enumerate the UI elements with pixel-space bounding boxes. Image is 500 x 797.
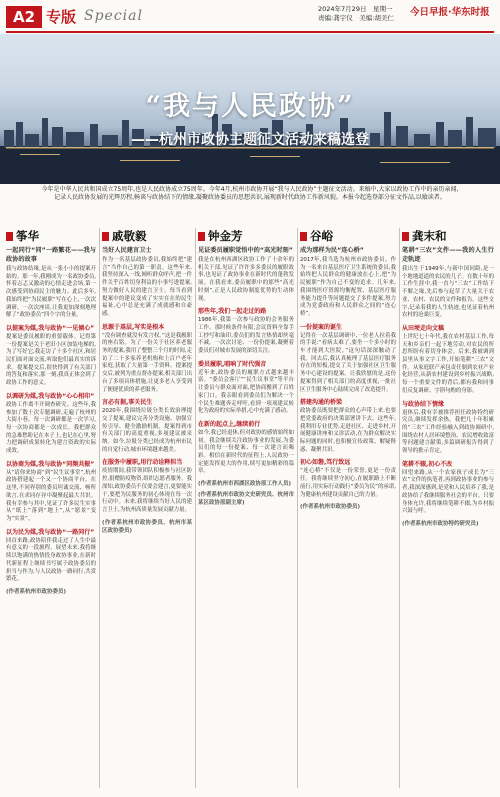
- article-paragraph: 上世纪七十年代,我在农村基层工作,每天和乡亲们一起下地劳动,对农民的所思所盼有着切身体会。后来,我被调到县里从事文字工作,开始笔耕“三农”文件。从家庭联产承包责任制到农业产业化经营,从新农村建设到乡村振兴战略,每一个重要文件的背后,都有我和同事们反复调研、字斟句酌的身影。: [402, 333, 494, 394]
- issue-date: 2024年7月29日 星期一: [318, 5, 393, 13]
- article-column-5: [402, 226, 494, 786]
- author-name: 戚敬毅: [112, 229, 147, 243]
- title-marker-icon: [300, 232, 307, 241]
- hero-photo: [0, 34, 500, 184]
- article-subtitle: 见证委员履职觉悟中的“高光时刻”: [198, 247, 293, 254]
- article-paragraph: 记得在一次基层调研中,一位老人拉着我的手说:“看病太难了,要坐一个多小时的车才能到大医院。”这句话深深触动了我。回去后,我认真梳理了基层医疗服务存在的短板,提交了关于加强社区卫生服务中心建设的提案。让我欣慰的是,这份提案得到了相关部门的高度重视,一批社区卫生服务中心陆续完成了改造提升。: [300, 332, 396, 393]
- article-paragraph: 如今,我已经退休,但对政协的感情始终如初。我会继续关注政协事业的发展,为委员们的每一份提案、每一次建言而喝彩。相信在新时代的征程上,人民政协一定能发挥更大的作用,续写更加精彩的篇章。: [198, 429, 294, 475]
- header-rule: [6, 31, 494, 33]
- article-subtitle: 当好人民建言卫士: [102, 247, 152, 254]
- article-paragraph: 近年来,政协委员的履职方式越来越丰富。“委员会客厅”“民生议事堂”等平台让委员与群众面对面,把协商搬到了百姓家门口。我亲眼看到委员们为解决一个个民生难题奔走呼吁,看到一项项建议转化为政府的实际举措,心中充满了感动。: [198, 369, 294, 415]
- article-paragraph: 回首来路,政协陪伴我走过了人生中最有意义的一段旅程。展望未来,我将继续以饱满的热情投身政协事业,在新时代新征程上继续书写属于政协委员的担当与作为,与人民政协一路同行,共赏繁花。: [6, 537, 96, 583]
- section-heading: 以为民为媒,我与政协“一路同行”: [6, 528, 95, 536]
- author-note: (作者系杭州市政协特约研究员): [402, 520, 479, 527]
- title-marker-icon: [402, 232, 409, 241]
- author-name: 筝华: [16, 229, 39, 243]
- issue-info: [318, 5, 394, 23]
- article-author-title: [402, 228, 494, 244]
- author-note: (作者系杭州市政协委员、杭州市某区政协委员): [102, 519, 192, 534]
- author-name: 钟金芳: [208, 229, 243, 243]
- article-paragraph: 提案是委员履职的重要载体。记得第一份提案是关于老旧小区加装电梯的,为了写好它,我走访了十多个社区,和居民们面对面交流,听取他们最真实的诉求。提案提交后,很快得到了有关部门的答复和落实,那一刻,我真正体会到了政协工作的意义。: [6, 333, 96, 387]
- section-heading: 那些年,我们一起走过的路: [198, 308, 267, 316]
- article-paragraph: 2020年,我围绕垃圾分类长效治理提交了提案,建议完善分类设施、加强宣传引导、健全激励机制。提案得到市有关部门的高度重视,多项建议被采纳。如今,垃圾分类已经成为杭州市民的自觉行动,城市环境越来越美。: [102, 408, 192, 453]
- author-name: 龚末和: [412, 229, 447, 243]
- sub-headline: ——杭州市政协主题征文活动来稿选登: [131, 132, 369, 148]
- article-column-1: [6, 226, 96, 786]
- section-heading: 言必有据,事关民生: [102, 399, 153, 407]
- column-divider: [99, 228, 100, 788]
- section-heading: 与政协结下情缘: [402, 400, 445, 408]
- footer-note: (作者系杭州市政协文史研究员、杭州市某区政协原副主席): [198, 492, 294, 507]
- section-title: 专版: [46, 8, 77, 26]
- article-paragraph: “连心桥”不仅是一份荣誉,更是一份责任。我将继续坚守初心,在履职路上不断前行,用实际行动践行“委员为民”的承诺,为健康杭州建设贡献自己的力量。: [300, 468, 396, 498]
- article-paragraph: “没有调查就没有发言权。”这是我履职的座右铭。为了一份关于社区养老服务的提案,我用了整整三个月的时间,走访了二十多家养老机构和上百户老年家庭,获取了大量第一手资料。提案提交后,被列为重点督办提案,相关部门出台了多项具体措施,让更多老人享受到了便捷优质的养老服务。: [102, 332, 192, 393]
- section-heading: 委员履职,唱响了时代强音: [198, 360, 267, 368]
- article-paragraph: 回望来路,从一个农家孩子成长为“三农”文件的执笔者,再到政协事业的参与者,我深深感到,是党和人民培养了我,是政协给了我继续服务社会的平台。只要身体允许,我将继续笔耕不辍,为乡村振兴鼓与呼。: [402, 469, 494, 515]
- section-title-en: Special: [84, 8, 143, 24]
- article-author-title: [6, 228, 96, 244]
- article-subtitle: 笔耕“三农”文件——我的人生行走轨迹: [402, 247, 494, 263]
- title-marker-icon: [102, 232, 109, 241]
- article-paragraph: 退休后,我有幸被推荐担任政协特约研究员,继续发挥余热。我把几十年积累的“三农”工作经验融入到政协调研中,围绕农村人居环境整治、农民增收致富等问题建言献策,多篇调研报告得到了领导的批示肯定。: [402, 409, 494, 455]
- author-note: (作者系杭州市西湖区政协原工作人员): [198, 481, 292, 488]
- article-author-title: [102, 228, 192, 244]
- section-heading: 初心如磐,笃行致远: [300, 459, 351, 467]
- author-name: 谷峪: [310, 229, 333, 243]
- newspaper-name: 今日早报·华东时报: [410, 7, 490, 18]
- article-author-title: [198, 228, 294, 244]
- article-column-3: [198, 226, 294, 786]
- article-paragraph: 我出生于1949年,与新中国同龄,是一个地地道道的农民的儿子。在数十年的工作生涯中,我一直与“三农”工作结下不解之缘,先后参与起草了大量关于农业、农村、农民的文件和报告。这些文字,记录着我的人生轨迹,也见证着杭州农村的沧桑巨变。: [402, 266, 494, 319]
- article-subtitle: 一起同行“同”一路繁花——我与政协的故事: [6, 247, 96, 263]
- column-divider: [297, 228, 298, 788]
- author-note: (作者系杭州市政协委员): [6, 588, 67, 595]
- article-paragraph: 政协工作离不开调查研究。这些年,我参加了数十次专题调研,走遍了杭州的大街小巷。每一次调研都是一次学习,每一次协商都是一次成长。我把群众的急难愁盼记在本子上,也记在心里,努力把调研成果转化为建言资政的实际成效。: [6, 401, 96, 455]
- section-heading: 思源于基层,写实是根本: [102, 323, 165, 331]
- section-heading: 以调研为媒,我与政协“心心相印”: [6, 392, 95, 400]
- section-heading: 从田埂走向文稿: [402, 324, 445, 332]
- section-heading: 以协商为媒,我与政协“同频共振”: [6, 460, 95, 468]
- article-paragraph: 从“请你来协商”到“民生议事堂”,杭州政协搭建起一个又一个协商平台。在这里,不同界别的委员坦诚交流、畅所欲言,在求同存异中凝聚起最大共识。我有幸参与其中,见证了许多民生实事从“纸上”落到“地上”,从“愿景”变为“实景”。: [6, 469, 96, 522]
- section-heading: 笔耕不辍,初心不改: [402, 460, 453, 468]
- section-heading: 一份提案的诞生: [300, 323, 343, 331]
- section-heading: 搭建沟通的桥梁: [300, 399, 343, 407]
- article-author-title: [300, 228, 396, 244]
- article-paragraph: 我是在杭州西湖区政协工作了十余年的机关干部,见证了许许多多委员的履职故事,也见证了政协事业在新时代的蓬勃发展。在我看来,委员履职中的那些“高光时刻”,正是人民政协制度优势的生动体现。: [198, 257, 294, 302]
- issue-editors: 责编:龚宇仪 美编:胡美仁: [318, 14, 394, 22]
- title-marker-icon: [198, 232, 205, 241]
- article-column-2: [102, 226, 192, 786]
- lake-water: [0, 146, 500, 184]
- article-paragraph: 我与政协结缘,是从一张小小的提案开始的。那一年,我刚成为一名政协委员,怀着忐忑又激动的心情走进会场,第一次感受到协商民主的魅力。此后多年,我始终把“为民履职”写在心上,一次次调研、一次次座谈,让我更加深刻地理解了“政协委员”四个字的分量。: [6, 266, 96, 319]
- article-column-4: [300, 226, 396, 786]
- article-paragraph: 1986年,我第一次参与政协的会务服务工作。那时候条件有限,会议资料全靠手工抄写和油印,委员们的发言热情却丝毫不减。一次次讨论、一份份提案,凝聚着委员们对城市发展的深切关注。: [198, 317, 294, 355]
- author-note: (作者系杭州市政协委员): [300, 504, 361, 511]
- article-paragraph: 政协委员既要把群众的心声带上来,也要把党委政府的决策部署讲下去。这些年,我利用专业优势,走进社区、走进乡村,开展健康讲座和义诊活动,在为群众解决实际问题的同时,也积极宣传政策、解疑释惑、凝聚共识。: [300, 408, 396, 453]
- article-paragraph: 疫情期间,我带领团队积极参与社区防控,捐赠防疫物资,组织志愿者服务。我深知,政协委员不仅要会建言,更要能实干,要把为民服务的初心体现在每一次行动中。未来,我将继续当好人民的建言卫士,为杭州高质量发展贡献力量。: [102, 468, 192, 513]
- column-divider: [195, 228, 196, 788]
- page-header: [0, 0, 500, 33]
- section-heading: 在新的起点上,继续前行: [198, 420, 261, 428]
- column-divider: [399, 228, 400, 788]
- page-number-tag: A2: [6, 6, 42, 28]
- article-paragraph: 作为一名基层政协委员,我始终把“建言”当作自己的第一职责。这些年来,我坚持深入一线,倾听群众呼声,把一件件关乎百姓切身利益的小事写进提案,努力做好人民的建言卫士。每当看到提案中的建议变成了实实在在的民生福祉,心中总是充满了成就感和自豪感。: [102, 257, 192, 317]
- article-subtitle: 成为那样为民“连心桥”: [300, 247, 364, 254]
- article-paragraph: 2017年,我当选为杭州市政协委员。作为一名来自基层医疗卫生系统的委员,我始终把人民群众的健康放在心上,把“为民履职”作为自己不变的追求。几年来,我围绕医疗资源均衡配置、基层医疗服务能力提升等问题提交了多件提案,努力成为党委政府和人民群众之间的“连心桥”。: [300, 257, 396, 317]
- intro-paragraph: 今年是中华人民共和国成立75周年,也是人民政协成立75周年。今年4月,杭州市政协开展“我与人民政协”主题征文活动。来稿中,大家以政协工作中的亲历亲闻,记录人民政协发展的光辉历程,畅谈与政协结下的情缘,凝聚政协委员的思想共识,展现新时代政协工作新风貌。本报今起选登部分征文作品,以飨读者。: [41, 186, 459, 202]
- section-heading: 以提案为媒,我与政协“一见倾心”: [6, 324, 95, 332]
- title-marker-icon: [6, 232, 13, 241]
- section-heading: 在服务中履职,用行动诠释担当: [102, 459, 183, 467]
- main-headline: “我与人民政协”: [145, 91, 355, 122]
